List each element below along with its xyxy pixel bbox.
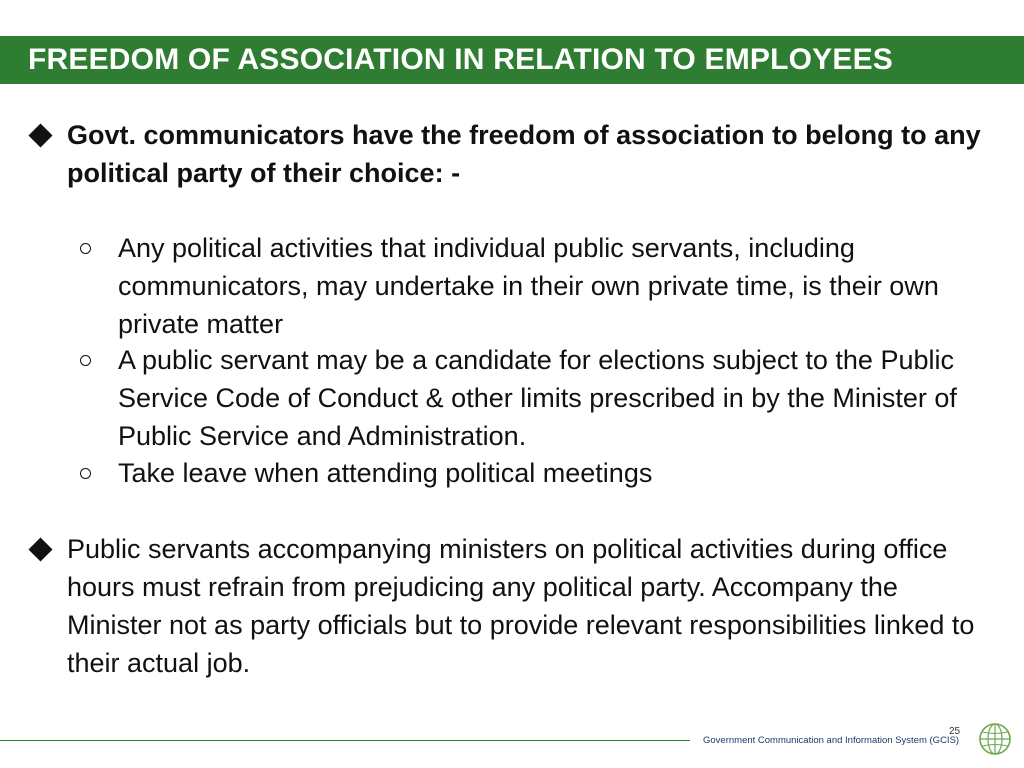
title-bar xyxy=(0,36,1024,84)
slide-title: FREEDOM OF ASSOCIATION IN RELATION TO EMPLOYEES xyxy=(28,43,894,76)
main-bullet-2 xyxy=(32,530,982,682)
circle-bullet-icon xyxy=(80,468,91,479)
footer-organization: Government Communication and Information System (GCIS) xyxy=(703,735,960,746)
main-bullet-text: Govt. communicators have the freedom of association to belong to any political party of their choice: - xyxy=(67,120,981,188)
sub-bullet-text: Any political activities that individual public servants, including communicators, may undertake in their own private time, is their own private matter xyxy=(118,233,939,339)
main-bullet-text: Public servants accompanying ministers on political activities during office hours must refrain from prejudicing any political party. Accompany the Minister not as party officials but to provide relevant responsibilities linked to their actual job. xyxy=(67,534,975,678)
sub-bullet-text: Take leave when attending political meetings xyxy=(118,458,653,488)
diamond-bullet-icon xyxy=(28,123,52,147)
sub-bullet-text: A public servant may be a candidate for elections subject to the Public Service Code of Conduct & other limits prescribed in by the Minister of Public Service and Administration. xyxy=(118,345,957,451)
footer-divider xyxy=(0,740,690,741)
sub-bullet-3 xyxy=(80,454,980,492)
circle-bullet-icon xyxy=(80,243,91,254)
gcis-globe-logo-icon xyxy=(978,722,1012,756)
circle-bullet-icon xyxy=(80,355,91,366)
diamond-bullet-icon xyxy=(28,537,52,561)
main-bullet-1 xyxy=(32,116,982,192)
sub-bullet-2 xyxy=(80,341,980,455)
page-number: 25 xyxy=(949,726,961,737)
sub-bullet-1 xyxy=(80,229,980,343)
